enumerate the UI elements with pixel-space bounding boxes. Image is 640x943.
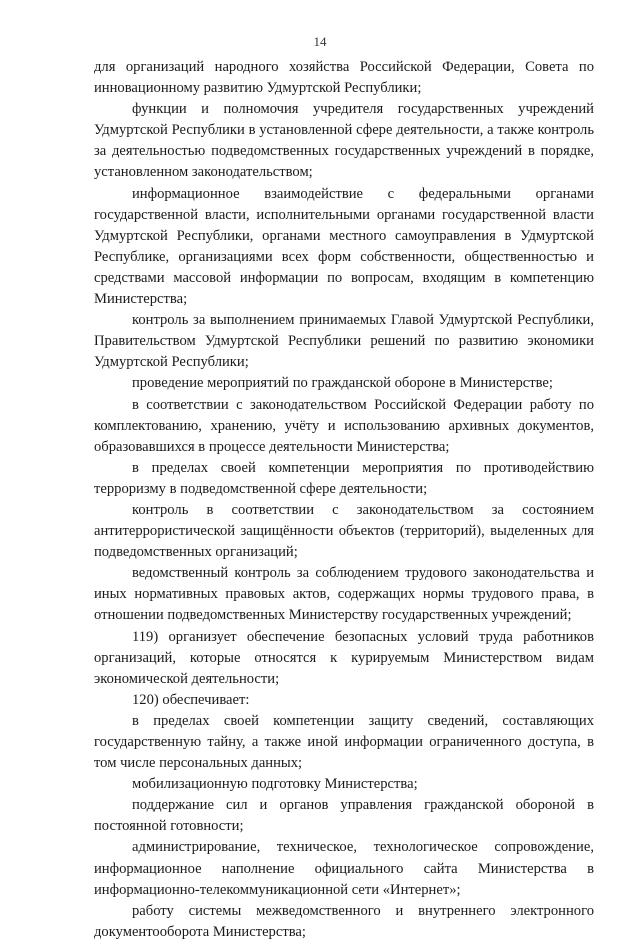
paragraph-item-119: 119) организует обеспечение безопасных условий труда работников организаций, которые относятся к курируемым Министерством видам экономической деятельности; (94, 628, 594, 687)
paragraph-readiness: поддержание сил и органов управления гражданской обороной в постоянной готовности; (94, 797, 594, 835)
page-number: 14 (313, 34, 327, 49)
paragraph-state-secrets: в пределах своей компетенции защиту сведений, составляющих государственную тайну, а также иной информации ограниченного доступа, в том числе персональных данных; (94, 712, 594, 772)
paragraph-website: администрирование, техническое, технологическое сопровождение, информационное наполнение официального сайта Министерства в информационно-телекоммуникационной сети «Интернет»; (94, 839, 594, 898)
paragraph-civil-defense: проведение мероприятий по гражданской обороне в Министерстве; (132, 375, 553, 392)
paragraph-antiterror-security: контроль в соответствии с законодательством за состоянием антитеррористической защищённости объектов (территорий), выделенных для подведомственных организаций; (94, 501, 594, 561)
paragraph-document-flow: работу системы межведомственного и внутреннего электронного документооборота Министерства; (94, 902, 594, 940)
paragraph-information-interaction: информационное взаимодействие с федеральными органами государственной власти, исполнительными органами государственной власти Удмуртской Республики, органами местного самоуправления в Удмуртской Республике, организациями всех форм собственности, общественностью и средствами массовой информации по вопросам, входящим в компетенцию Министерства; (94, 185, 594, 308)
paragraph-archives: в соответствии с законодательством Российской Федерации работу по комплектованию, хранению, учёту и использованию архивных документов, образовавшихся в процессе деятельности Министерства; (94, 396, 594, 455)
paragraph-item-120: 120) обеспечивает: (132, 691, 250, 708)
paragraph-decision-control: контроль за выполнением принимаемых Главой Удмуртской Республики, Правительством Удмуртской Республики решений по развитию экономики Удмуртской Республики; (94, 312, 594, 371)
document-body (94, 57, 594, 943)
paragraph-continuation: для организаций народного хозяйства Российской Федерации, Совета по инновационному развитию Удмуртской Республики; (94, 59, 594, 97)
paragraph-counter-terrorism: в пределах своей компетенции мероприятия по противодействию терроризму в подведомственной сфере деятельности; (94, 459, 594, 497)
paragraph-mobilization: мобилизационную подготовку Министерства; (132, 776, 418, 793)
paragraph-labor-control: ведомственный контроль за соблюдением трудового законодательства и иных нормативных правовых актов, содержащих нормы трудового права, в отношении подведомственных Министерству государственных учреждений; (94, 565, 594, 624)
paragraph-founder-functions: функции и полномочия учредителя государственных учреждений Удмуртской Республики в установленной сфере деятельности, а также контроль за деятельностью подведомственных государственных учреждений в порядке, установленном законодательством; (94, 101, 594, 181)
